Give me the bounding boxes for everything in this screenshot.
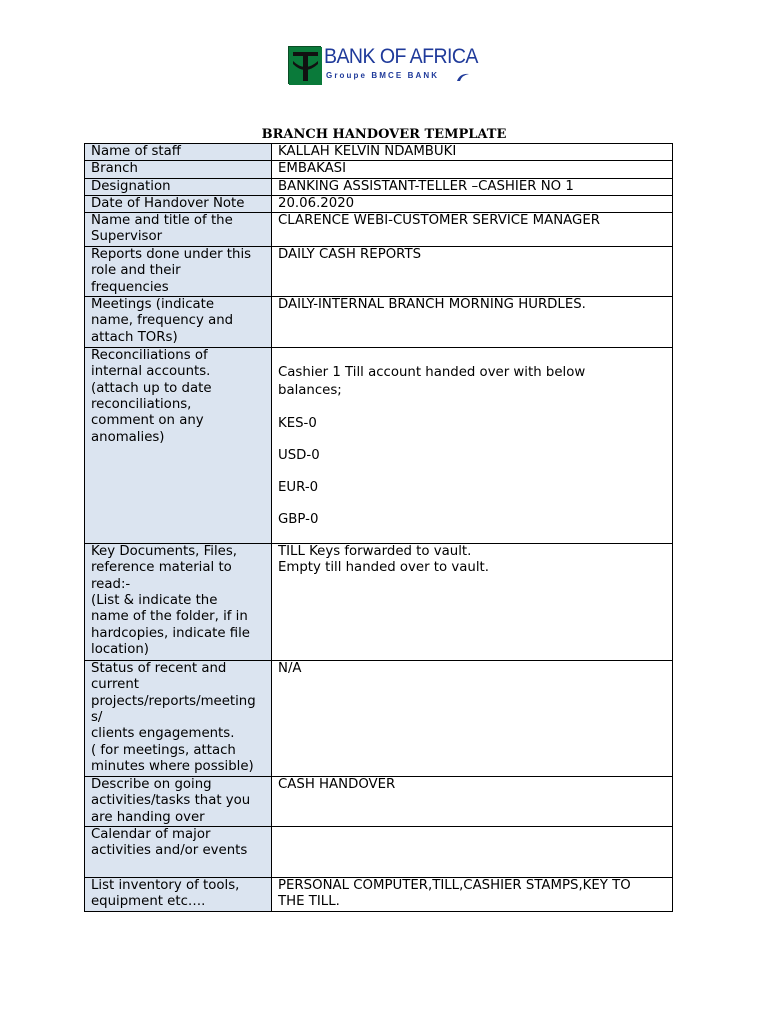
field-value: 20.06.2020 bbox=[272, 195, 673, 212]
field-value: DAILY CASH REPORTS bbox=[272, 247, 673, 297]
field-label: Describe on going activities/tasks that you are handing over bbox=[85, 777, 272, 827]
field-label: Meetings (indicate name, frequency and attach TORs) bbox=[85, 297, 272, 348]
field-label: Calendar of major activities and/or events bbox=[85, 827, 272, 878]
handover-table bbox=[84, 143, 673, 912]
bank-logo bbox=[288, 45, 478, 86]
table-row bbox=[85, 297, 673, 348]
table-row bbox=[85, 878, 673, 912]
till-handover-note: Cashier 1 Till account handed over with below balances; bbox=[278, 365, 586, 399]
table-row bbox=[85, 161, 673, 178]
swirl-icon bbox=[456, 71, 470, 83]
field-value: N/A bbox=[272, 661, 673, 777]
field-label: Date of Handover Note bbox=[85, 195, 272, 212]
document-title: BRANCH HANDOVER TEMPLATE bbox=[261, 127, 507, 142]
table-row bbox=[85, 827, 673, 878]
table-row bbox=[85, 661, 673, 777]
bank-emblem-icon bbox=[288, 46, 321, 84]
field-label: Branch bbox=[85, 161, 272, 178]
field-value: PERSONAL COMPUTER,TILL,CASHIER STAMPS,KEY TO THE TILL. bbox=[272, 878, 673, 912]
field-value: BANKING ASSISTANT-TELLER –CASHIER NO 1 bbox=[272, 178, 673, 195]
field-label: Designation bbox=[85, 178, 272, 195]
field-value: DAILY-INTERNAL BRANCH MORNING HURDLES. bbox=[272, 297, 673, 348]
field-label: Status of recent and current projects/reports/meeting s/ clients engagements. ( for meetings, attach minutes where possible) bbox=[85, 661, 272, 777]
balance-gbp: GBP-0 bbox=[278, 512, 319, 528]
field-label: Name of staff bbox=[85, 144, 272, 161]
field-label: Key Documents, Files, reference material to read:- (List & indicate the name of the folder, if in hardcopies, indicate file location) bbox=[85, 544, 272, 661]
field-value bbox=[272, 348, 673, 544]
field-value: EMBAKASI bbox=[272, 161, 673, 178]
table-row bbox=[85, 544, 673, 661]
field-label: Name and title of the Supervisor bbox=[85, 213, 272, 247]
field-value: TILL Keys forwarded to vault. Empty till handed over to vault. bbox=[272, 544, 673, 661]
table-row bbox=[85, 777, 673, 827]
table-row bbox=[85, 348, 673, 544]
balance-eur: EUR-0 bbox=[278, 480, 319, 496]
field-label: Reconciliations of internal accounts. (attach up to date reconciliations, comment on any anomalies) bbox=[85, 348, 272, 544]
field-label: List inventory of tools, equipment etc…. bbox=[85, 878, 272, 912]
bank-group-name: Groupe BMCE BANK bbox=[326, 71, 440, 80]
balance-kes: KES-0 bbox=[278, 416, 317, 432]
table-row bbox=[85, 213, 673, 247]
field-value-empty bbox=[272, 827, 673, 878]
table-row bbox=[85, 144, 673, 161]
table-row bbox=[85, 178, 673, 195]
balance-usd: USD-0 bbox=[278, 448, 320, 464]
field-value: KALLAH KELVIN NDAMBUKI bbox=[272, 144, 673, 161]
field-value: CLARENCE WEBI-CUSTOMER SERVICE MANAGER bbox=[272, 213, 673, 247]
field-label: Reports done under this role and their frequencies bbox=[85, 247, 272, 297]
table-row bbox=[85, 247, 673, 297]
table-row bbox=[85, 195, 673, 212]
bank-name: BANK OF AFRICA bbox=[324, 45, 478, 68]
field-value: CASH HANDOVER bbox=[272, 777, 673, 827]
